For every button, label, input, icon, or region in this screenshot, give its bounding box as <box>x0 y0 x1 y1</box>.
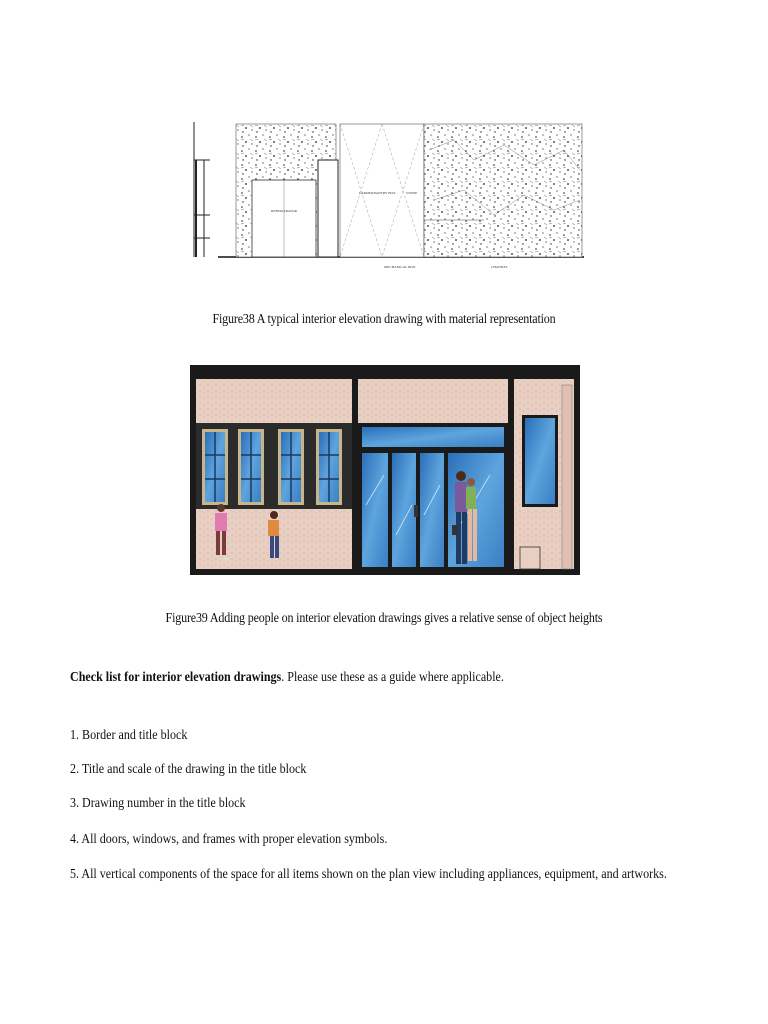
colored-elevation-drawing <box>190 365 580 575</box>
checklist-heading-line <box>70 670 504 686</box>
checklist-item: 4. All doors, windows, and frames with proper elevation symbols. <box>70 832 388 847</box>
figure-39-caption: Figure39 Adding people on interior elevation drawings gives a relative sense of object heights <box>165 611 603 626</box>
elevation-line-drawing <box>184 120 586 272</box>
label-channel: CHANNEL <box>491 265 508 269</box>
label-stone: STONE <box>406 191 418 195</box>
checklist-intro: . Please use these as a guide where applicable. <box>281 670 504 685</box>
label-mechanical-box: MECHANICAL BOX <box>384 265 416 269</box>
label-larder: LARDER/PANTRY BOX <box>359 191 396 195</box>
checklist-item: 5. All vertical components of the space for all items shown on the plan view including appliances, equipment, and artworks. <box>70 867 667 882</box>
figure-39-colored-elevation <box>190 365 580 575</box>
figure-38-elevation-drawing <box>184 120 586 272</box>
checklist-item: 2. Title and scale of the drawing in the title block <box>70 762 307 777</box>
checklist-item: 1. Border and title block <box>70 728 188 743</box>
checklist-heading: Check list for interior elevation drawings <box>70 670 282 685</box>
label-refrigerator: REFRIGERATOR <box>271 209 297 213</box>
figure-38-caption: Figure38 A typical interior elevation drawing with material representation <box>212 312 556 327</box>
checklist-item: 3. Drawing number in the title block <box>70 796 246 811</box>
